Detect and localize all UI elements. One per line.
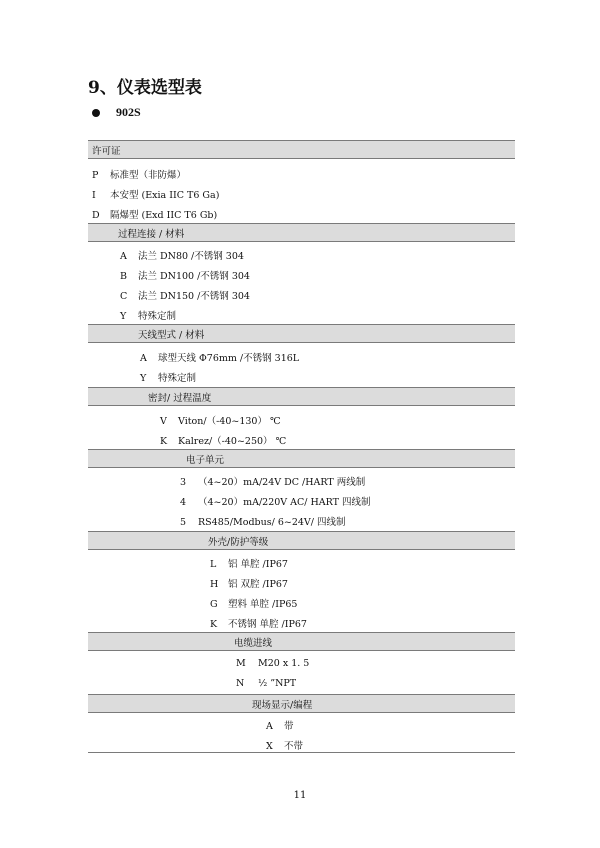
- option-code: X: [266, 741, 273, 752]
- section-label: 密封/ 过程温度: [148, 393, 212, 404]
- option-row: [120, 248, 244, 262]
- model-bullet: [92, 105, 141, 120]
- option-code: I: [92, 190, 96, 201]
- option-row: [92, 207, 217, 221]
- option-text: （4~20）mA/220V AC/ HART 四线制: [198, 497, 371, 508]
- option-text: 球型天线 Φ76mm /不锈钢 316L: [158, 353, 300, 364]
- option-code: G: [210, 599, 218, 610]
- option-text: 塑料 单腔 /IP65: [228, 599, 298, 610]
- section-header-cable-entry: [88, 632, 515, 651]
- option-text: M20 x 1. 5: [258, 658, 310, 669]
- option-code: 3: [180, 477, 187, 488]
- option-row: [92, 187, 219, 201]
- option-row: [120, 308, 176, 322]
- option-text: 铝 单腔 /IP67: [228, 559, 288, 570]
- option-text: Kalrez/（-40~250） ℃: [178, 436, 287, 447]
- section-header-display: [88, 694, 515, 713]
- option-row: [180, 494, 371, 508]
- option-row: [140, 370, 196, 384]
- option-code: 4: [180, 497, 187, 508]
- option-row: [180, 474, 365, 488]
- option-code: Y: [120, 311, 127, 322]
- option-row: [266, 718, 294, 732]
- option-code: V: [160, 416, 167, 427]
- section-header-housing: [88, 531, 515, 550]
- option-text: 隔爆型 (Exd IIC T6 Gb): [110, 210, 218, 221]
- option-text: 不锈钢 单腔 /IP67: [228, 619, 307, 630]
- option-text: 标准型（非防爆）: [110, 170, 187, 181]
- option-text: 铝 双腔 /IP67: [228, 579, 288, 590]
- option-text: ½ ”NPT: [258, 678, 297, 689]
- option-code: A: [120, 251, 127, 262]
- section-header-electronics: [88, 449, 515, 468]
- option-row: [236, 658, 309, 669]
- option-code: N: [236, 678, 245, 689]
- section-label: 过程连接 / 材料: [118, 229, 185, 240]
- option-row: [266, 738, 303, 752]
- option-code: B: [120, 271, 127, 282]
- option-code: A: [140, 353, 147, 364]
- option-code: K: [160, 436, 168, 447]
- option-row: [92, 167, 186, 181]
- option-text: 特殊定制: [138, 311, 177, 322]
- bullet-dot-icon: [92, 109, 100, 117]
- option-row: [236, 678, 296, 689]
- section-label: 外壳/防护等级: [208, 537, 269, 548]
- section-label: 许可证: [92, 146, 121, 157]
- option-text: （4~20）mA/24V DC /HART 两线制: [198, 477, 366, 488]
- section-label: 现场显示/编程: [252, 700, 313, 711]
- section-label: 电子单元: [186, 455, 225, 466]
- option-row: [210, 596, 297, 610]
- option-text: 法兰 DN150 /不锈钢 304: [138, 291, 250, 302]
- option-row: [210, 616, 307, 630]
- option-code: P: [92, 170, 99, 181]
- section-header-license: [88, 140, 515, 159]
- section-header-seal: [88, 387, 515, 406]
- option-text: Viton/（-40~130） ℃: [178, 416, 281, 427]
- option-row: [160, 413, 281, 427]
- option-code: A: [266, 721, 273, 732]
- option-row: [140, 350, 299, 364]
- option-row: [210, 556, 288, 570]
- option-row: [180, 514, 346, 528]
- option-code: Y: [140, 373, 147, 384]
- option-code: D: [92, 210, 100, 221]
- table-bottom-rule: [88, 752, 515, 753]
- option-code: C: [120, 291, 128, 302]
- option-row: [160, 433, 286, 447]
- model-name: 902S: [116, 105, 141, 119]
- section-label: 天线型式 / 材料: [138, 330, 205, 341]
- option-code: 5: [180, 517, 187, 528]
- option-text: 法兰 DN100 /不锈钢 304: [138, 271, 250, 282]
- option-code: H: [210, 579, 219, 590]
- option-text: 本安型 (Exia IIC T6 Ga): [110, 190, 220, 201]
- option-text: 带: [284, 721, 294, 732]
- section-header-process-connection: [88, 223, 515, 242]
- option-text: 特殊定制: [158, 373, 197, 384]
- option-row: [120, 288, 250, 302]
- option-code: M: [236, 658, 246, 669]
- option-row: [210, 576, 288, 590]
- page-title: 9、仪表选型表: [88, 78, 202, 98]
- option-text: 法兰 DN80 /不锈钢 304: [138, 251, 244, 262]
- option-row: [120, 268, 250, 282]
- option-code: L: [210, 559, 217, 570]
- option-code: K: [210, 619, 218, 630]
- option-text: RS485/Modbus/ 6~24V/ 四线制: [198, 517, 346, 528]
- section-header-antenna: [88, 324, 515, 343]
- option-text: 不带: [284, 741, 304, 752]
- page-number: 11: [293, 790, 307, 801]
- section-label: 电缆进线: [234, 638, 273, 649]
